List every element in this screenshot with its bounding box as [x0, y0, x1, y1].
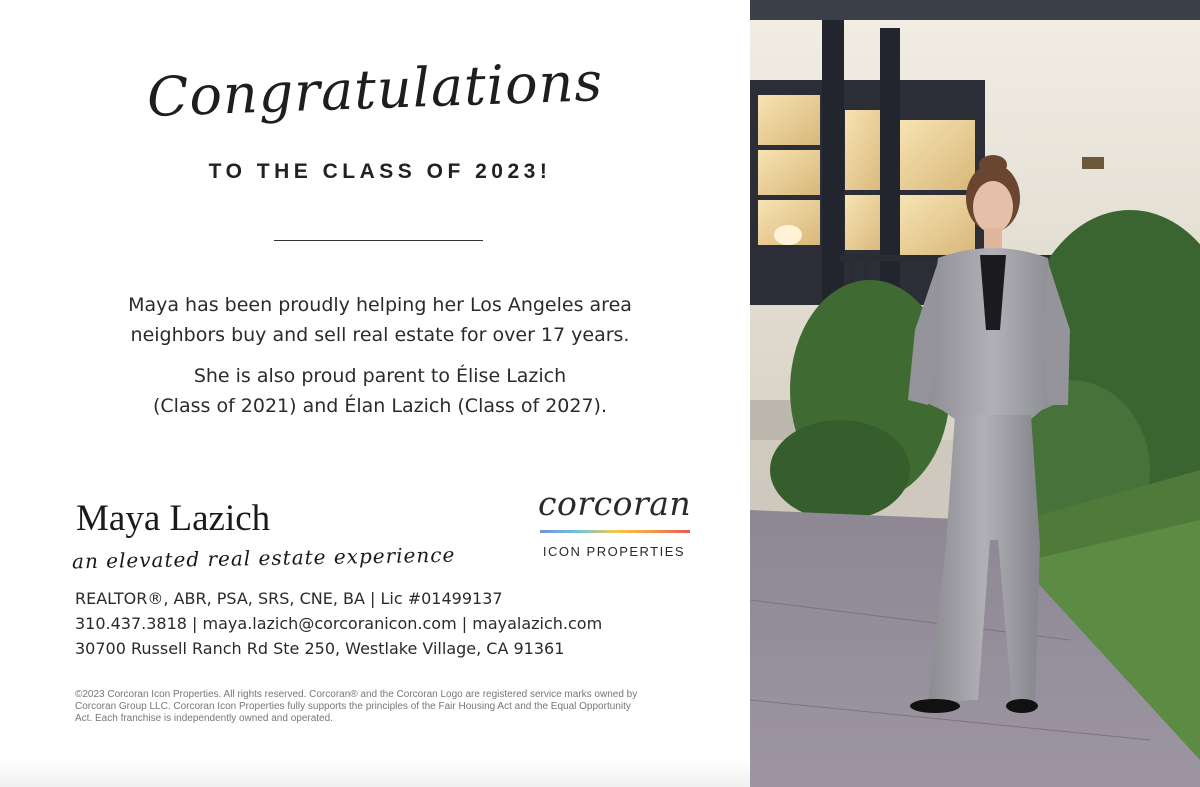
family-line-1: She is also proud parent to Élise Lazich: [193, 365, 567, 387]
logo-subtitle: ICON PROPERTIES: [542, 544, 686, 559]
legal-line-2: Corcoran Group LLC. Corcoran Icon Properties fully supports the principles of the Fair Housing Act and the Equal Opportunity: [75, 701, 631, 712]
agent-address: 30700 Russell Ranch Rd Ste 250, Westlake Village, CA 91361: [75, 639, 565, 658]
legal-line-3: Act. Each franchise is independently owned and operated.: [75, 713, 333, 724]
agent-name: Maya Lazich: [76, 498, 271, 539]
legal-line-1: ©2023 Corcoran Icon Properties. All rights reserved. Corcoran® and the Corcoran Logo are registered service marks owned by: [75, 689, 638, 700]
congratulations-script: Congratulations: [145, 50, 605, 129]
family-line-2: (Class of 2021) and Élan Lazich (Class of 2027).: [153, 395, 607, 417]
agent-tagline: an elevated real estate experience: [71, 542, 456, 574]
intro-paragraph: [75, 290, 685, 350]
agent-contact: 310.437.3818 | maya.lazich@corcoranicon.com | mayalazich.com: [75, 614, 603, 633]
intro-line-1: Maya has been proudly helping her Los Angeles area: [128, 294, 632, 316]
divider-rule: [274, 240, 483, 241]
agent-photo: [750, 0, 1200, 787]
logo-wordmark: corcoran: [538, 484, 692, 523]
photo-illustration: [750, 0, 1200, 787]
legal-disclaimer: [75, 689, 685, 725]
intro-line-2: neighbors buy and sell real estate for over 17 years.: [130, 324, 630, 346]
family-paragraph: [75, 361, 685, 421]
bottom-shadow: [0, 757, 750, 787]
logo-color-bar: [540, 530, 690, 533]
class-of-heading: TO THE CLASS OF 2023!: [208, 160, 552, 183]
agent-credentials: REALTOR®, ABR, PSA, SRS, CNE, BA | Lic #01499137: [75, 589, 503, 608]
